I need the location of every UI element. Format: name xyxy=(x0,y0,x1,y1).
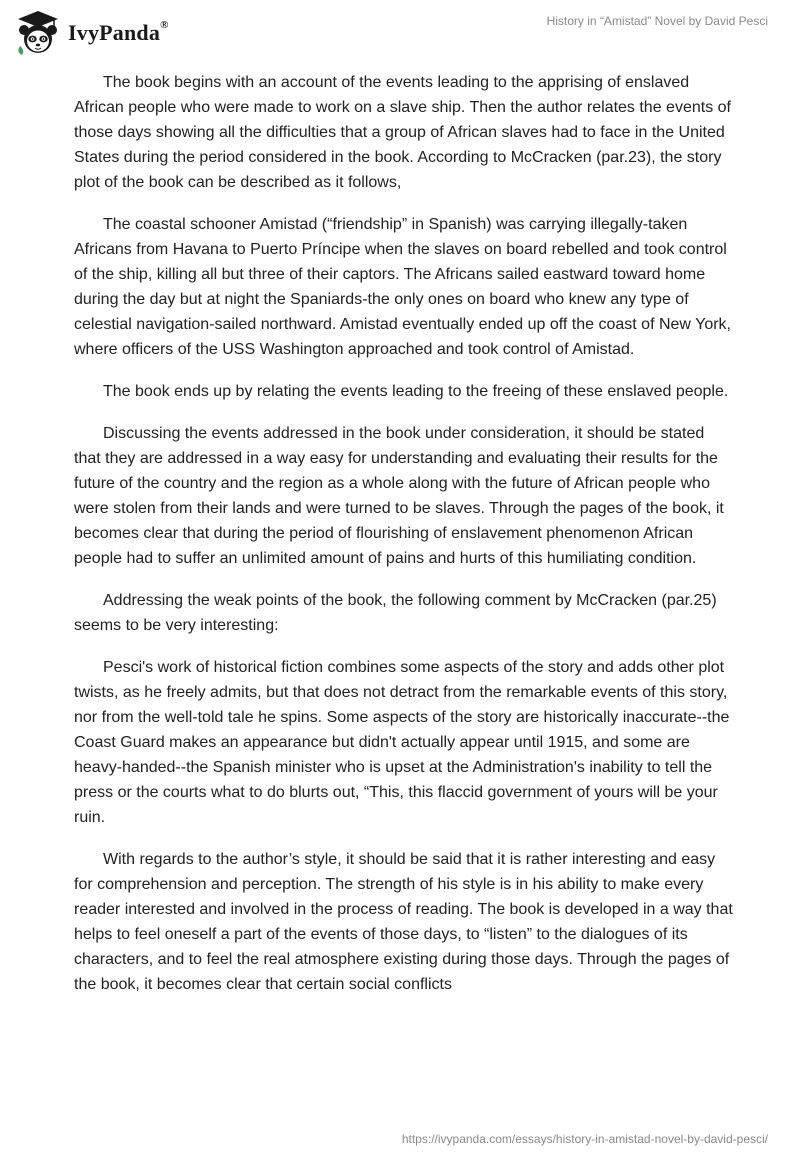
quote-paragraph: Pesci's work of historical fiction combines some aspects of the story and adds other plot twists, as he freely admits, but that does not detract from the remarkable events of this story, nor from the well-told tale he spins. Some aspects of the story are historically inaccurate--the Coast Guard makes an appearance but didn't actually appear until 1915, and some are heavy-handed--the Spanish minister who is upset at the Administration's inability to tell the press or the courts what to do blurts out, “This, this flaccid government of yours will be your ruin. xyxy=(74,659,730,826)
document-title: History in “Amistad” Novel by David Pesci xyxy=(546,14,768,28)
paragraph: The book ends up by relating the events leading to the freeing of these enslaved people. xyxy=(103,383,729,400)
paragraph: With regards to the author’s style, it should be said that it is rather interesting and easy for comprehension and perception. The strength of his style is in his ability to make every reader interested and involved in the process of reading. The book is developed in a way that helps to feel oneself a part of the events of those days, to “listen” to the dialogues of its characters, and to feel the real atmosphere existing during those days. Through the pages of the book, it becomes clear that certain social conflicts xyxy=(74,851,733,993)
brand-name: IvyPanda® xyxy=(68,18,169,45)
source-url[interactable]: https://ivypanda.com/essays/history-in-amistad-novel-by-david-pesci/ xyxy=(401,1132,768,1146)
page-header xyxy=(0,0,800,60)
essay-body xyxy=(74,70,734,1014)
brand-logo[interactable] xyxy=(14,8,169,56)
paragraph: Addressing the weak points of the book, the following comment by McCracken (par.25) seems to be very interesting: xyxy=(74,592,717,634)
registered-mark: ® xyxy=(160,18,169,31)
quote-paragraph: The coastal schooner Amistad (“friendship” in Spanish) was carrying illegally-taken Africans from Havana to Puerto Príncipe when the slaves on board rebelled and took control of the ship, killing all but three of their captors. The Africans sailed eastward toward home during the day but at night the Spaniards-the only ones on board who knew any type of celestial navigation-sailed northward. Amistad eventually ended up off the coast of New York, where officers of the USS Washington approached and took control of Amistad. xyxy=(74,216,731,358)
paragraph: Discussing the events addressed in the book under consideration, it should be stated that they are addressed in a way easy for understanding and evaluating their results for the future of the country and the region as a whole along with the future of African people who were stolen from their lands and were turned to be slaves. Through the pages of the book, it becomes clear that during the period of flourishing of enslavement phenomenon African people had to suffer an unlimited amount of pains and hurts of this humiliating condition. xyxy=(74,425,724,567)
panda-logo-icon xyxy=(14,8,62,56)
paragraph: The book begins with an account of the events leading to the apprising of enslaved African people who were made to work on a slave ship. Then the author relates the events of those days showing all the difficulties that a group of African slaves had to face in the United States during the period considered in the book. According to McCracken (par.23), the story plot of the book can be described as it follows, xyxy=(74,74,731,191)
